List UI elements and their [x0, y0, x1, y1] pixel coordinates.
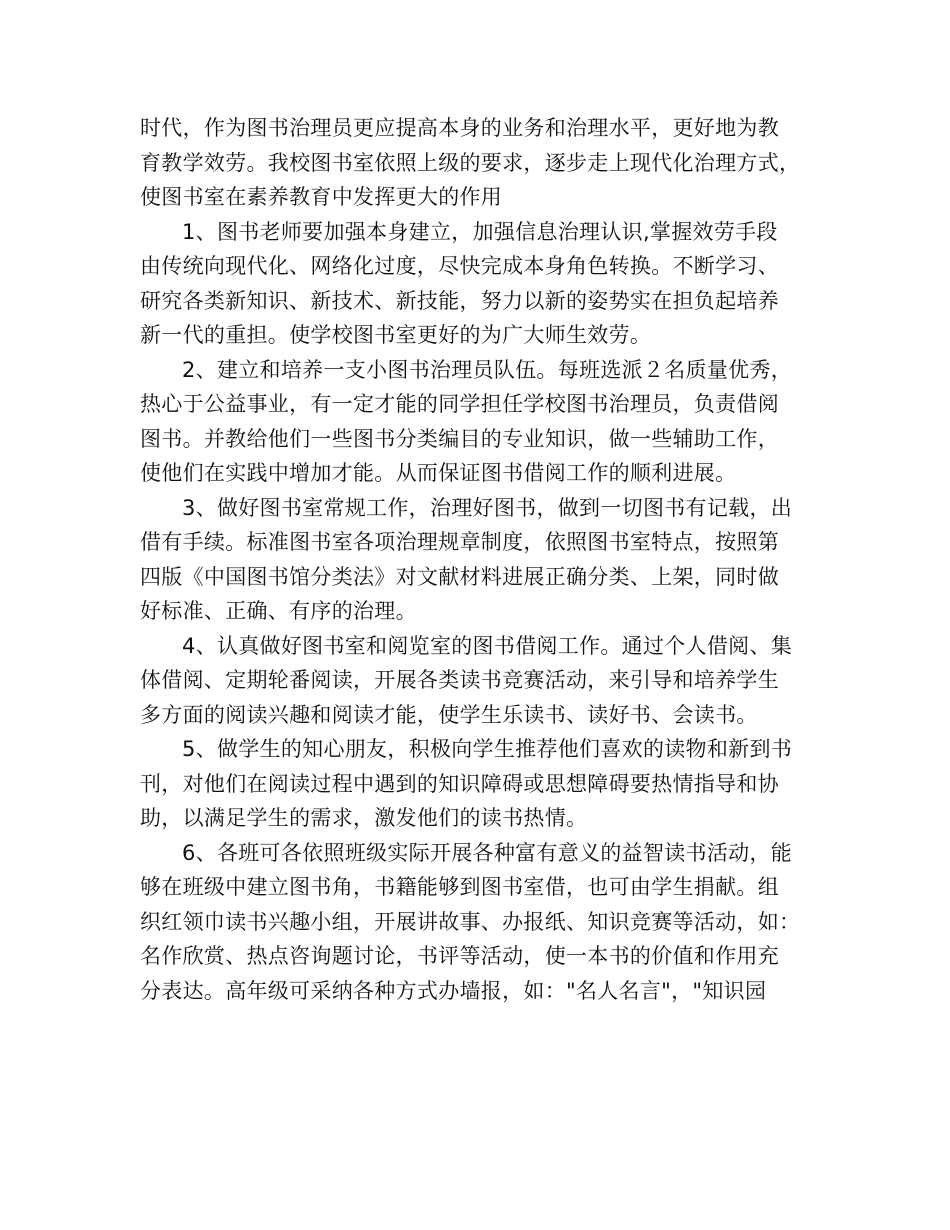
text-line: 图书。并教给他们一些图书分类编目的专业知识，做一些辅助工作，: [140, 426, 779, 451]
text-line: 4、认真做好图书室和阅览室的图书借阅工作。通过个人借阅、集: [182, 633, 793, 658]
text-line: 助，以满足学生的需求，激发他们的读书热情。: [140, 806, 588, 830]
paragraph-item-5: [140, 732, 830, 836]
text-line: 5、做学生的知心朋友，积极向学生推荐他们喜欢的读物和新到书: [182, 737, 793, 761]
text-line: 够在班级中建立图书角，书籍能够到图书室借，也可由学生捐献。组: [140, 875, 779, 899]
text-line: 6、各班可各依照班级实际开展各种富有意义的益智读书活动，能: [182, 840, 793, 865]
paragraph-item-1: [140, 215, 830, 353]
text-line: 织红领巾读书兴趣小组，开展讲故事、办报纸、知识竞赛等活动，如：: [140, 909, 801, 934]
text-line: 好标准、正确、有序的治理。: [140, 599, 417, 623]
paragraph-intro: [140, 111, 830, 215]
document-body: [140, 111, 830, 1008]
paragraph-item-6: [140, 836, 830, 1009]
text-line: 热心于公益事业，有一定才能的同学担任学校图书治理员，负责借阅: [140, 392, 779, 416]
text-line: 多方面的阅读兴趣和阅读才能，使学生乐读书、读好书、会读书。: [140, 702, 758, 727]
text-line: 新一代的重担。使学校图书室更好的为广大师生效劳。: [140, 323, 652, 347]
text-line: 借有手续。标准图书室各项治理规章制度，依照图书室特点，按照第: [140, 530, 779, 554]
text-line: 育教学效劳。我校图书室依照上级的要求，逐步走上现代化治理方式，: [140, 150, 801, 175]
text-line: 研究各类新知识、新技术、新技能，努力以新的姿势实在担负起培养: [140, 288, 779, 313]
text-line: 四版《中国图书馆分类法》对文献材料进展正确分类、上架，同时做: [140, 564, 779, 589]
text-line: 由传统向现代化、网络化过度，尽快完成本身角色转换。不断学习、: [140, 254, 779, 278]
text-line: 使他们在实践中增加才能。从而保证图书借阅工作的顺利进展。: [140, 461, 737, 485]
text-line: 体借阅、定期轮番阅读，开展各类读书竞赛活动，来引导和培养学生: [140, 668, 779, 692]
text-line: 分表达。高年级可采纳各种方式办墙报，如："名人名言"，"知识园: [140, 978, 767, 1003]
text-line: 名作欣赏、热点咨询题讨论，书评等活动，使一本书的价值和作用充: [140, 944, 779, 968]
text-line: 刊，对他们在阅读过程中遇到的知识障碍或思想障碍要热情指导和协: [140, 771, 779, 796]
text-line: 使图书室在素养教育中发挥更大的作用: [140, 185, 503, 209]
paragraph-item-4: [140, 629, 830, 733]
text-line: 1、图书老师要加强本身建立，加强信息治理认识,掌握效劳手段: [182, 219, 778, 244]
text-line: 3、做好图书室常规工作，治理好图书，做到一切图书有记载，出: [182, 495, 793, 520]
paragraph-item-3: [140, 491, 830, 629]
text-line: 2、建立和培养一支小图书治理员队伍。每班选派２名质量优秀，: [182, 357, 793, 382]
paragraph-item-2: [140, 353, 830, 491]
text-line: 时代，作为图书治理员更应提高本身的业务和治理水平，更好地为教: [140, 116, 779, 140]
